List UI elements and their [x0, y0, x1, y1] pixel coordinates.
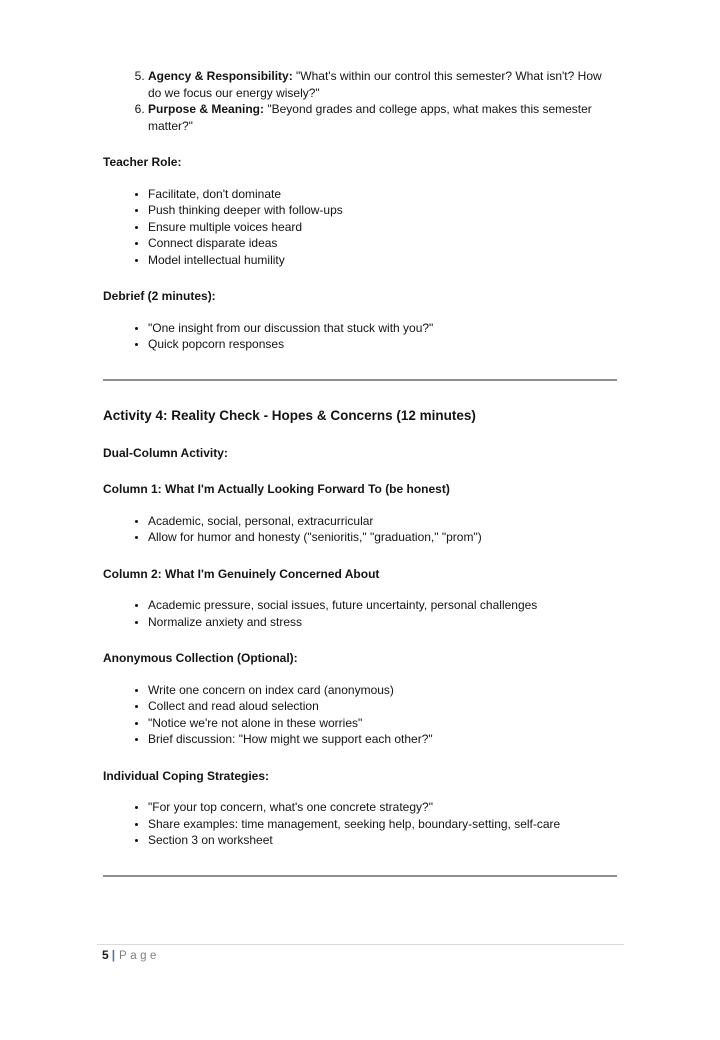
section-divider	[103, 875, 617, 877]
bullet-list-item: • Share examples: time management, seeking help, boundary-setting, self-care	[148, 816, 603, 833]
item-lead-text: Agency & Responsibility:	[148, 69, 293, 83]
section-heading: Dual-Column Activity:	[103, 445, 228, 460]
bullet-list-item: • "One insight from our discussion that stuck with you?"	[148, 320, 603, 337]
bullet-list-item: • Facilitate, don't dominate	[148, 186, 603, 203]
bullet-list-item: • Allow for humor and honesty ("senioritis," "graduation," "prom")	[148, 529, 603, 546]
bullet-list	[103, 682, 603, 748]
section-heading: Anonymous Collection (Optional):	[103, 651, 298, 665]
bullet-list	[103, 513, 603, 546]
bullet-list-item: • Academic, social, personal, extracurricular	[148, 513, 603, 530]
bullet-list-item: • Quick popcorn responses	[148, 336, 603, 353]
footer-page-number: 5	[102, 948, 109, 962]
document-body	[103, 68, 617, 877]
item-lead-text: Purpose & Meaning:	[148, 102, 265, 116]
bullet-list-item: • "Notice we're not alone in these worries"	[148, 715, 603, 732]
footer-page-label: Page	[119, 950, 160, 962]
section-heading: Teacher Role:	[103, 155, 182, 169]
bullet-list-item: • Model intellectual humility	[148, 252, 603, 269]
bullet-list	[103, 320, 603, 353]
bullet-list-item: • Connect disparate ideas	[148, 235, 603, 252]
footer-separator: |	[111, 948, 116, 962]
bullet-list-item: • Section 3 on worksheet	[148, 832, 603, 849]
section-heading: Column 2: What I'm Genuinely Concerned About	[103, 566, 380, 581]
bullet-list-item: • Push thinking deeper with follow-ups	[148, 202, 603, 219]
page-footer	[97, 944, 624, 964]
bullet-list-item: • Write one concern on index card (anonymous)	[148, 682, 603, 699]
bullet-list-item: • Brief discussion: "How might we support each other?"	[148, 731, 603, 748]
bullet-list-item: • Ensure multiple voices heard	[148, 219, 603, 236]
numbered-list	[103, 68, 603, 134]
section-heading: Debrief (2 minutes):	[103, 289, 216, 303]
item-body-text: "What's within our control this semester? What isn't? How do we focus our energy wisely?"	[148, 69, 602, 100]
bullet-list-item: • "For your top concern, what's one concrete strategy?"	[148, 799, 603, 816]
activity-title: Activity 4: Reality Check - Hopes & Concerns (12 minutes)	[103, 407, 476, 423]
section-divider	[103, 379, 617, 381]
bullet-list	[103, 186, 603, 269]
bullet-list	[103, 799, 603, 849]
section-heading: Individual Coping Strategies:	[103, 768, 270, 783]
numbered-list-item	[148, 68, 603, 101]
section-heading: Column 1: What I'm Actually Looking Forward To (be honest)	[103, 482, 450, 496]
bullet-list-item: • Normalize anxiety and stress	[148, 614, 603, 631]
bullet-list-item: • Academic pressure, social issues, future uncertainty, personal challenges	[148, 597, 603, 614]
bullet-list	[103, 597, 603, 630]
item-body-text: "Beyond grades and college apps, what makes this semester matter?"	[148, 102, 592, 133]
bullet-list-item: • Collect and read aloud selection	[148, 698, 603, 715]
numbered-list-item	[148, 101, 603, 134]
